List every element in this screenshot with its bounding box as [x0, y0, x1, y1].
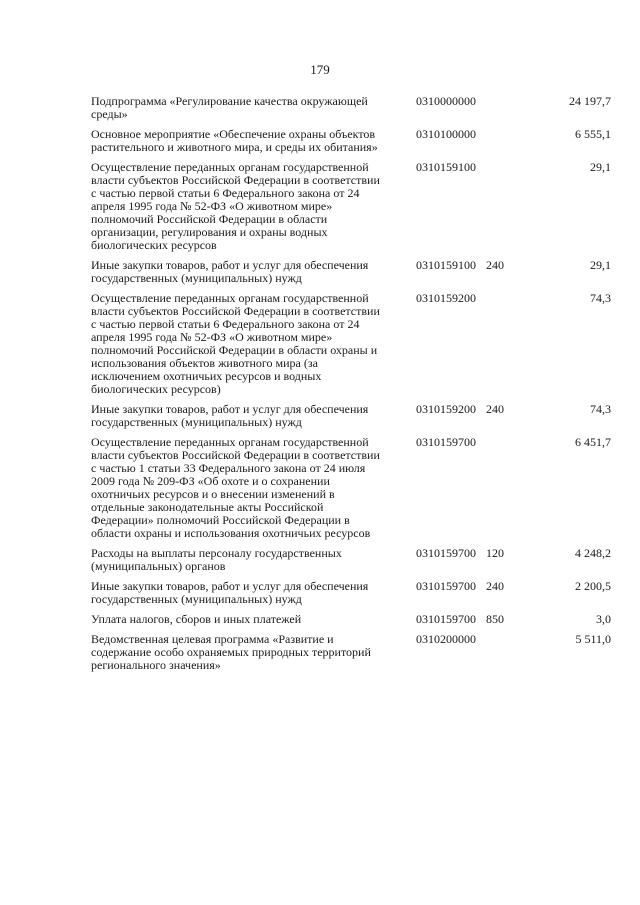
row-sum: 2 200,5: [575, 579, 611, 593]
row-code: 0310159700: [416, 435, 476, 449]
table-row: [91, 580, 611, 606]
budget-table: [91, 95, 611, 672]
row-sum: 5 511,0: [575, 632, 611, 646]
row-sum: 4 248,2: [575, 546, 611, 560]
row-sum: 29,1: [590, 160, 611, 174]
row-code: 0310159200: [416, 402, 476, 416]
row-code: 0310159100: [416, 160, 476, 174]
row-code: 0310159700: [416, 579, 476, 593]
row-name: Осуществление переданных органам государственной власти субъектов Российской Федерации в соответствии с частью первой статьи 6 Федерального закона от 24 апреля 1995 года № 52-ФЗ «О животном мире» полномочий Российской Федерации в области организации, регулирования и охраны водных биологических ресурсов: [91, 160, 380, 252]
row-code: 0310100000: [416, 127, 476, 141]
table-row: [91, 613, 611, 626]
table-row: [91, 95, 611, 121]
table-row: [91, 633, 611, 672]
row-name: Расходы на выплаты персоналу государственных (муниципальных) органов: [91, 546, 342, 573]
row-code: 0310159700: [416, 612, 476, 626]
table-row: [91, 161, 611, 252]
table-row: [91, 128, 611, 154]
row-name: Осуществление переданных органам государственной власти субъектов Российской Федерации в соответствии с частью 1 статьи 33 Федерального закона от 24 июля 2009 года № 209-ФЗ «Об охоте и о сохранении охотничьих ресурсов и о внесении изменений в отдельные законодательные акты Российской Федерации» полномочий Российской Федерации в области охраны и использования охотничьих ресурсов: [91, 435, 380, 540]
table-row: [91, 436, 611, 540]
row-code: 0310159700: [416, 546, 476, 560]
table-row: [91, 403, 611, 429]
row-code: 0310159100: [416, 258, 476, 272]
row-name: Осуществление переданных органам государственной власти субъектов Российской Федерации в соответствии с частью первой статьи 6 Федерального закона от 24 апреля 1995 года № 52-ФЗ «О животном мире» полномочий Российской Федерации в области охраны и использования объектов животного мира (за исключением охотничьих ресурсов и водных биологических ресурсов): [91, 291, 380, 396]
row-vr: 240: [486, 402, 504, 416]
row-sum: 29,1: [590, 258, 611, 272]
row-name: Иные закупки товаров, работ и услуг для обеспечения государственных (муниципальных) нужд: [91, 258, 369, 285]
row-code: 0310000000: [416, 94, 476, 108]
row-vr: 120: [486, 546, 504, 560]
row-name: Подпрограмма «Регулирование качества окружающей среды»: [91, 94, 368, 121]
row-sum: 3,0: [596, 612, 611, 626]
table-row: [91, 259, 611, 285]
row-code: 0310159200: [416, 291, 476, 305]
page-number: 179: [310, 62, 330, 77]
row-vr: 850: [486, 612, 504, 626]
row-sum: 74,3: [590, 291, 611, 305]
row-name: Иные закупки товаров, работ и услуг для обеспечения государственных (муниципальных) нужд: [91, 402, 369, 429]
row-name: Уплата налогов, сборов и иных платежей: [91, 612, 302, 626]
row-sum: 74,3: [590, 402, 611, 416]
row-code: 0310200000: [416, 632, 476, 646]
row-name: Иные закупки товаров, работ и услуг для обеспечения государственных (муниципальных) нужд: [91, 579, 369, 606]
row-name: Ведомственная целевая программа «Развитие и содержание особо охраняемых природных территорий регионального значения»: [91, 632, 371, 672]
row-sum: 24 197,7: [569, 94, 611, 108]
row-vr: 240: [486, 258, 504, 272]
table-row: [91, 292, 611, 396]
row-vr: 240: [486, 579, 504, 593]
table-row: [91, 547, 611, 573]
row-name: Основное мероприятие «Обеспечение охраны объектов растительного и животного мира, и среды их обитания»: [91, 127, 378, 154]
row-sum: 6 555,1: [575, 127, 611, 141]
row-sum: 6 451,7: [575, 435, 611, 449]
